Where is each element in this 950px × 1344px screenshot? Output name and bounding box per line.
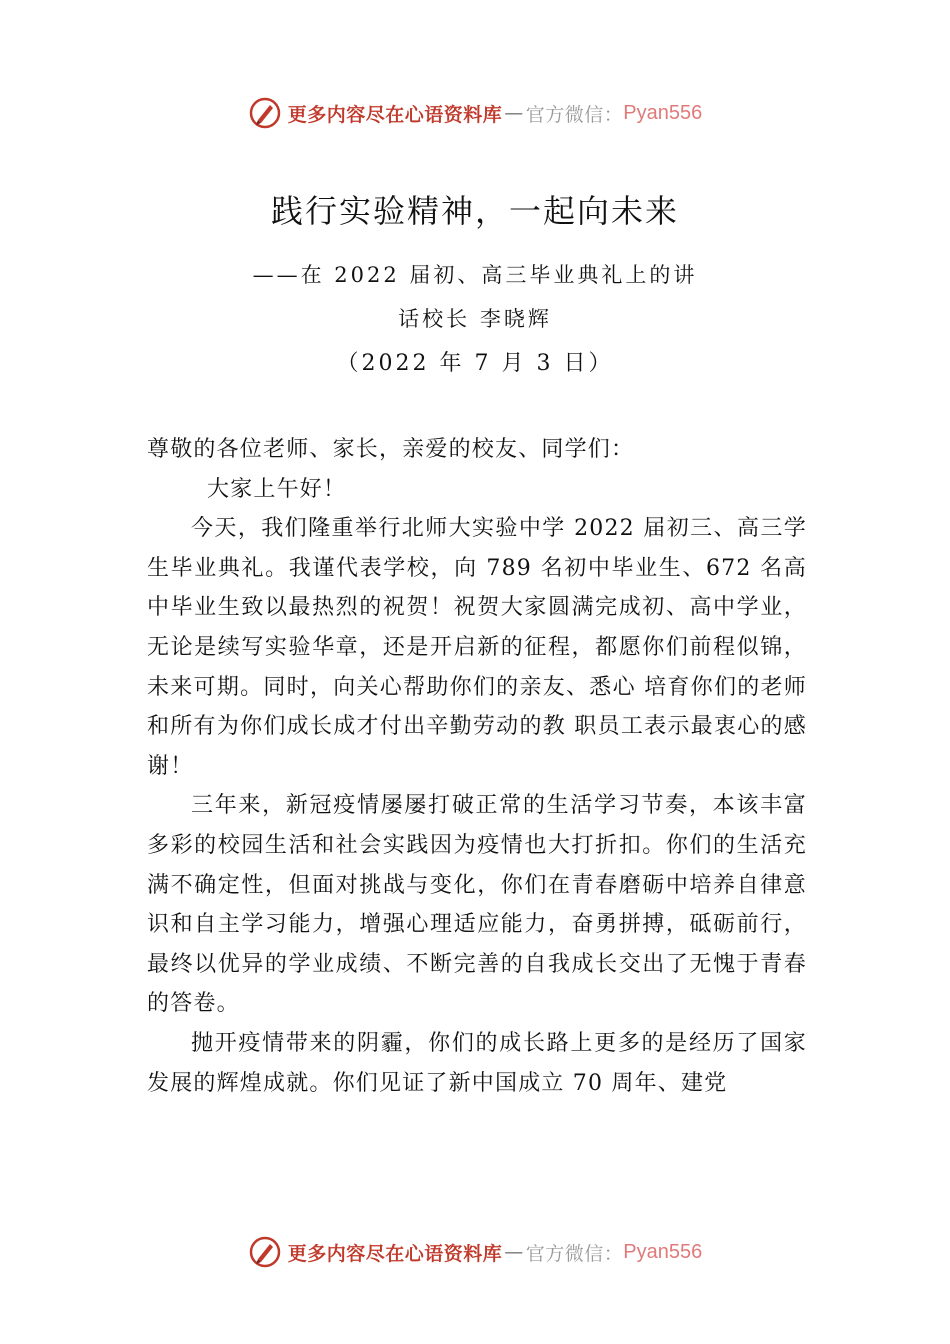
document-title: 践行实验精神，一起向未来 (270, 192, 679, 230)
pen-logo-icon (248, 96, 282, 130)
banner-dash: — (504, 102, 524, 124)
paragraph-3: 抛开疫情带来的阴霾，你们的成长路上更多的是经历了国家发展的辉煌成就。你们见证了新中国成立 70 周年、建党 (147, 1030, 807, 1096)
subtitle-line-2: 话校长 李晓辉 (398, 307, 552, 331)
footer-banner (0, 1232, 950, 1272)
paragraph-1: 今天，我们隆重举行北师大实验中学 2022 届初三、高三学生毕业典礼。我谨代表学校，向 789 名初中毕业生、672 名高中毕业生致以最热烈的祝贺！祝贺大家圆满完成初、高中学业，无论是续写实验华章，还是开启新的征程，都愿你们前程似锦，未来可期。同时，向关心帮助你们的亲友、悉心 培育你们的老师和所有为你们成长成才付出辛勤劳动的教 职员工表示最衷心的感谢！ (147, 516, 807, 779)
salutation: 尊敬的各位老师、家长，亲爱的校友、同学们： (147, 437, 635, 462)
subtitle-line-1: ——在 2022 届初、高三毕业典礼上的讲 (252, 263, 698, 287)
greeting: 大家上午好！ (207, 476, 347, 502)
banner-wechat-id: Pyan556 (623, 101, 703, 124)
footer-main-text: 更多内容尽在心语资料库 (287, 1242, 503, 1265)
footer-wechat-label: 官方微信： (525, 1242, 624, 1265)
footer-dash: — (504, 1241, 524, 1263)
banner-wechat-label: 官方微信： (525, 103, 624, 126)
pen-logo-icon (248, 1235, 282, 1269)
header-banner (0, 93, 950, 133)
paragraph-2: 三年来，新冠疫情屡屡打破正常的生活学习节奏，本该丰富多彩的校园生活和社会实践因为疫情也大打折扣。你们的生活充满不确定性，但面对挑战与变化，你们在青春磨砺中培养自律意识和自主学习能力，增强心理适应能力，奋勇拼搏，砥砺前行，最终以优异的学业成绩、不断完善的自我成长交出了无愧于青春的答卷。 (147, 793, 807, 1017)
speech-body (147, 430, 807, 1103)
footer-wechat-id: Pyan556 (623, 1240, 703, 1263)
banner-main-text: 更多内容尽在心语资料库 (287, 103, 503, 126)
date-line: （2022 年 7 月 3 日） (336, 351, 614, 376)
